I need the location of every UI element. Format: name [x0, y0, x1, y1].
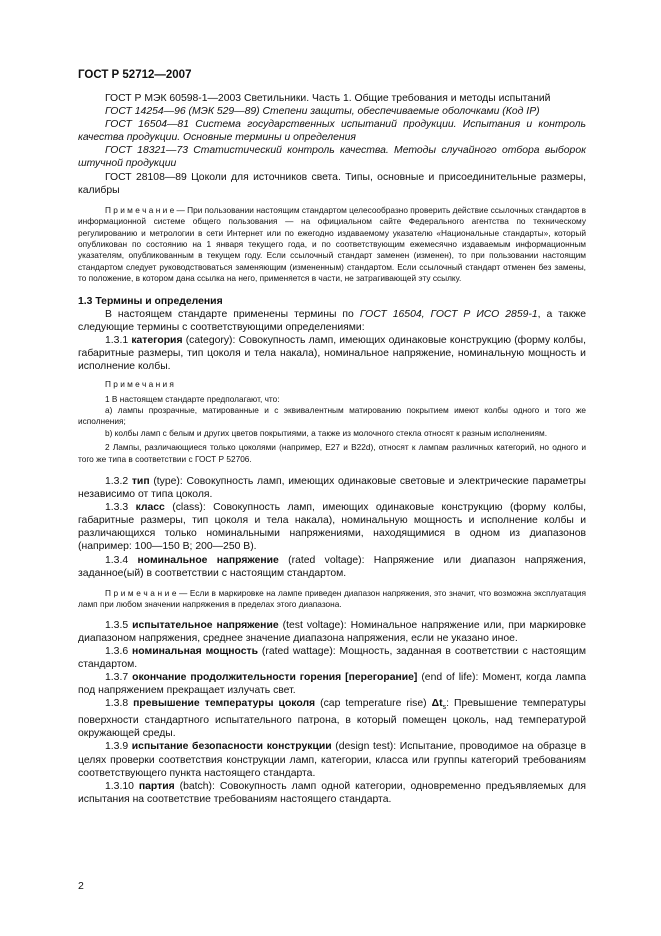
reference-entry: ГОСТ 16504—81 Система государственных испытаний продукции. Испытания и контроль качества продукции. Основные термины и определения [78, 119, 587, 144]
term-1-3-6: 1.3.6 номинальная мощность (rated wattage): Мощность, заданная в соответствии с настоящим стандартом. [78, 645, 586, 670]
section-title: 1.3 Термины и определения [78, 295, 223, 307]
note-1a: а) лампы прозрачные, матированные и с эквивалентным матированию покрытием имеют колбы одного и того же исполнения; [78, 404, 586, 427]
document-header: ГОСТ Р 52712—2007 [78, 69, 192, 81]
document-body [78, 92, 586, 806]
note-references: П р и м е ч а н и е — При пользовании настоящим стандартом целесообразно проверить действие ссылочных стандартов в информационной системе общего пользования — на официальном сайте Федерального агентства по техническому регулированию и метрологии в сети Интернет или по ежегодно издаваемому указателю «Национальные стандарты», который опубликован по состоянию на 1 января текущего года, и по соответствующим ежемесячно издаваемым информационным указателям, опубликованным в текущем году. Если ссылочный стандарт заменен (изменен), то при пользовании настоящим стандартом следует руководствоваться заменяющим (измененным) стандартом. Если ссылочный стандарт отменен без замены, то положение, в котором дана ссылка на него, применяется в части, не затрагивающей эту ссылку. [78, 204, 586, 284]
term-1-3-4: 1.3.4 номинальное напряжение (rated voltage): Напряжение или диапазон напряжения, заданное(ый) в соответствии с настоящим стандартом. [78, 554, 586, 579]
reference-entry: ГОСТ 14254—96 (МЭК 529—89) Степени защиты, обеспечиваемые оболочками (Код IP) [105, 106, 540, 118]
notes-label: П р и м е ч а н и я [105, 379, 174, 390]
term-1-3-1: 1.3.1 категория (category): Совокупность ламп, имеющих одинаковые конструкцию (форму колбы, габаритные размеры, тип цоколя и тела накала), номинальное напряжение, номинальную мощность и исполнение колбы. [78, 334, 586, 373]
note-2: 2 Лампы, различающиеся только цоколями (например, Е27 и В22d), относят к лампам различных категорий, но одного и того же типа в соответствии с ГОСТ Р 52706. [78, 442, 586, 464]
term-1-3-9: 1.3.9 испытание безопасности конструкции (design test): Испытание, проводимое на образце в целях проверки соответствия конструкции ламп, категории, класса или группы категорий требованиям соответствующего пункта настоящего стандарта. [78, 741, 586, 779]
reference-entry: ГОСТ Р МЭК 60598-1—2003 Светильники. Часть 1. Общие требования и методы испытаний [105, 93, 551, 104]
page-number: 2 [78, 880, 84, 892]
term-1-3-5: 1.3.5 испытательное напряжение (test voltage): Номинальное напряжение или, при маркировке диапазоном напряжения, среднее значение диапазона напряжения, если не указано иное. [78, 619, 586, 644]
term-1-3-10: 1.3.10 партия (batch): Совокупность ламп одной категории, одновременно предъявляемых для испытания на соответствие требованиям настоящего стандарта. [78, 780, 586, 805]
reference-entry: ГОСТ 28108—89 Цоколи для источников света. Типы, основные и присоединительные размеры, калибры [78, 171, 586, 196]
section-intro: В настоящем стандарте применены термины по ГОСТ 16504, ГОСТ Р ИСО 2859-1, а также следующие термины с соответствующими определениями: [78, 308, 586, 333]
term-1-3-7: 1.3.7 окончание продолжительности горения [перегорание] (end of life): Момент, когда лампа под напряжением прекращает излучать свет. [78, 671, 587, 697]
note-1b: b) колбы ламп с белым и других цветов покрытиями, а также из молочного стекла относят к разным исполнениям. [105, 427, 548, 438]
note-1-3-4: П р и м е ч а н и е — Если в маркировке на лампе приведен диапазон напряжения, это значит, что возможна эксплуатация ламп при любом значении напряжения в пределах этого диапазона. [78, 587, 586, 610]
reference-entry: ГОСТ 18321—73 Статистический контроль качества. Методы случайного отбора выборок штучной продукции [78, 145, 587, 170]
note-1: 1 В настоящем стандарте предполагают, что: [105, 393, 280, 404]
term-1-3-8: 1.3.8 превышение температуры цоколя (cap temperature rise) $\Delta t_s$: Превышение температуры поверхности стандартного испытательного патрона, в который помещен цоколь, над температурой окружающей среды. [78, 698, 586, 740]
term-1-3-2: 1.3.2 тип (type): Совокупность ламп, имеющих одинаковые световые и электрические параметры независимо от типа цоколя. [78, 476, 586, 501]
term-1-3-3: 1.3.3 класс (class): Совокупность ламп, имеющих одинаковые конструкцию (форму колбы, габаритные размеры, тип цоколя и тела накала), номинальную мощность и исполнение колбы и различающихся только номинальными напряжениями, находящимися в одном из диапазонов (например: 100—150 В; 200—250 В). [78, 502, 586, 553]
